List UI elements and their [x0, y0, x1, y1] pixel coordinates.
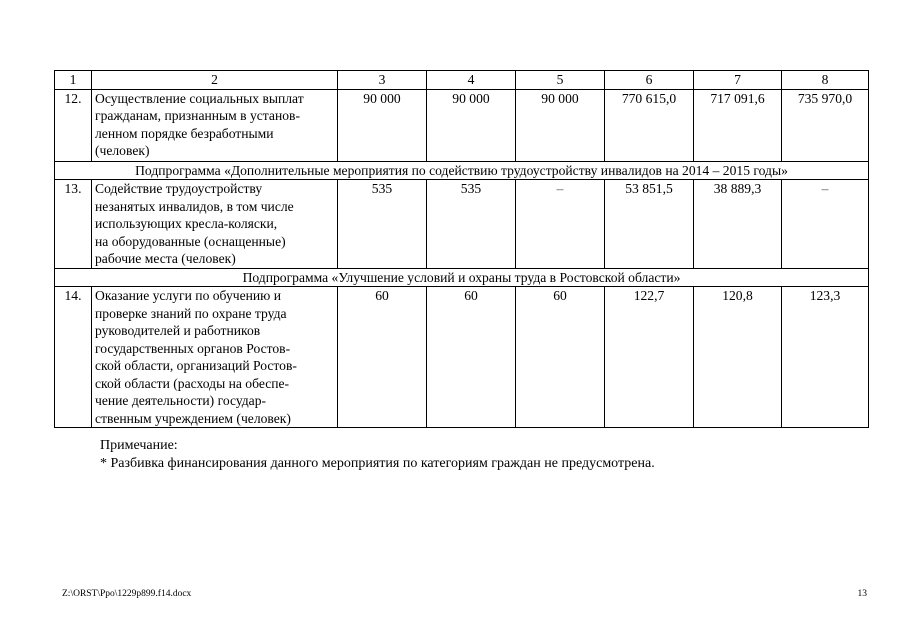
- data-table: [54, 70, 869, 428]
- subprogram-row: [55, 161, 869, 180]
- header-cell: 3: [338, 71, 427, 90]
- value-cell: 535: [338, 180, 427, 269]
- value-cell: 535: [427, 180, 516, 269]
- subprogram-row: [55, 268, 869, 287]
- page-number: 13: [857, 589, 867, 599]
- value-cell: –: [516, 180, 605, 269]
- header-cell: 4: [427, 71, 516, 90]
- subprogram-title: Подпрограмма «Улучшение условий и охраны труда в Ростовской области»: [55, 268, 869, 287]
- value-cell: 717 091,6: [694, 89, 782, 161]
- header-cell: 8: [782, 71, 869, 90]
- header-cell: 5: [516, 71, 605, 90]
- value-cell: 53 851,5: [605, 180, 694, 269]
- header-cell: 1: [55, 71, 92, 90]
- table-row: [55, 287, 869, 428]
- row-number: 12.: [55, 89, 92, 161]
- value-cell: 60: [427, 287, 516, 428]
- value-cell: 90 000: [338, 89, 427, 161]
- header-cell: 6: [605, 71, 694, 90]
- value-cell: 735 970,0: [782, 89, 869, 161]
- header-cell: 7: [694, 71, 782, 90]
- value-cell: 60: [516, 287, 605, 428]
- subprogram-title: Подпрограмма «Дополнительные мероприятия по содействию трудоустройству инвалидов на 2014 – 2015 годы»: [55, 161, 869, 180]
- row-description: Оказание услуги по обучению и проверке знаний по охране труда руководителей и работников государственных органов Ростов- ской области, организаций Ростов- ской области (расходы на обеспе- чение деятельности) государ- ственным учреждением (человек): [92, 287, 338, 428]
- value-cell: 122,7: [605, 287, 694, 428]
- value-cell: –: [782, 180, 869, 269]
- header-cell: 2: [92, 71, 338, 90]
- table-row: [55, 89, 869, 161]
- table-header-row: [55, 71, 869, 90]
- row-description: Содействие трудоустройству незанятых инвалидов, в том числе использующих кресла-коляски, на оборудованные (оснащенные) рабочие места (человек): [92, 180, 338, 269]
- row-description: Осуществление социальных выплат гражданам, признанным в установ- ленном порядке безработными (человек): [92, 89, 338, 161]
- table-row: [55, 180, 869, 269]
- value-cell: 770 615,0: [605, 89, 694, 161]
- value-cell: 90 000: [516, 89, 605, 161]
- value-cell: 120,8: [694, 287, 782, 428]
- row-number: 13.: [55, 180, 92, 269]
- value-cell: 60: [338, 287, 427, 428]
- value-cell: 123,3: [782, 287, 869, 428]
- value-cell: 38 889,3: [694, 180, 782, 269]
- value-cell: 90 000: [427, 89, 516, 161]
- note-text: * Разбивка финансирования данного мероприятия по категориям граждан не предусмотрена.: [100, 456, 655, 471]
- note-title: Примечание:: [100, 438, 178, 453]
- footer-file-path: Z:\ORST\Ppo\1229p899.f14.docx: [62, 589, 192, 599]
- row-number: 14.: [55, 287, 92, 428]
